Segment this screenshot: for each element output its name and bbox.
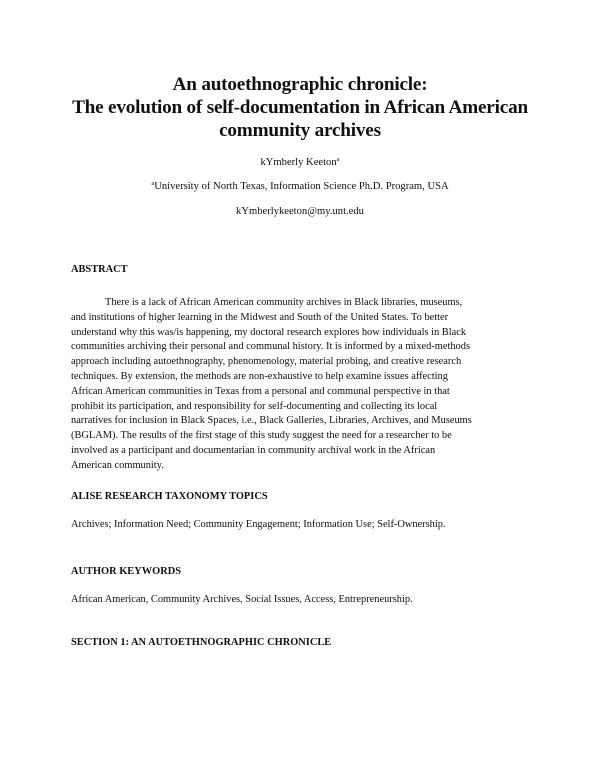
abstract-line: (BGLAM). The results of the first stage of this study suggest the need for a researcher to be — [71, 430, 452, 442]
abstract-line: understand why this was/is happening, my doctoral research explores how individuals in Black — [71, 326, 467, 338]
author-email: kYmberlykeeton@my.unt.edu — [236, 206, 364, 217]
title-line: An autoethnographic chronicle: — [172, 74, 428, 95]
title-line: community archives — [219, 120, 381, 141]
taxonomy-heading: ALISE RESEARCH TAXONOMY TOPICS — [71, 491, 268, 502]
abstract-line: American community. — [71, 459, 164, 471]
section-1-heading: SECTION 1: AN AUTOETHNOGRAPHIC CHRONICLE — [71, 637, 332, 648]
author-superscript: a — [336, 156, 340, 163]
abstract-line: prohibit its participation, and responsibility for self-documenting and collecting its local — [71, 400, 438, 412]
abstract-line: There is a lack of African American community archives in Black libraries, museums, — [105, 297, 463, 308]
abstract-line: communities archiving their personal and communal history. It is informed by a mixed-methods — [71, 341, 470, 353]
affiliation-line — [40, 180, 560, 193]
abstract-line: approach including autoethnography, phenomenology, material probing, and creative research — [71, 356, 462, 368]
abstract-line: techniques. By extension, the methods are non-exhaustive to help examine issues affecting — [71, 370, 448, 382]
abstract-line: and institutions of higher learning in the Midwest and South of the United States. To better — [71, 311, 449, 323]
paper-title — [40, 73, 560, 142]
taxonomy-text: Archives; Information Need; Community Engagement; Information Use; Self-Ownership. — [71, 519, 446, 530]
title-line: The evolution of self-documentation in African American — [72, 97, 528, 118]
abstract-line: African American communities in Texas from a personal and communal perspective in that — [71, 385, 450, 397]
abstract-body — [71, 296, 533, 474]
affiliation-text: University of North Texas, Information Science Ph.D. Program, USA — [154, 181, 449, 192]
keywords-text: African American, Community Archives, Social Issues, Access, Entrepreneurship. — [71, 594, 413, 605]
affiliation-superscript: a — [151, 180, 155, 187]
abstract-heading: ABSTRACT — [71, 264, 128, 275]
author-name: kYmberly Keeton — [260, 157, 337, 168]
abstract-line: involved as a participant and documentarian in community archival work in the African — [71, 444, 436, 456]
abstract-line: narratives for inclusion in Black Spaces, i.e., Black Galleries, Libraries, Archives, and Museums — [71, 415, 472, 427]
keywords-heading: AUTHOR KEYWORDS — [71, 566, 181, 577]
author-line — [40, 156, 560, 169]
